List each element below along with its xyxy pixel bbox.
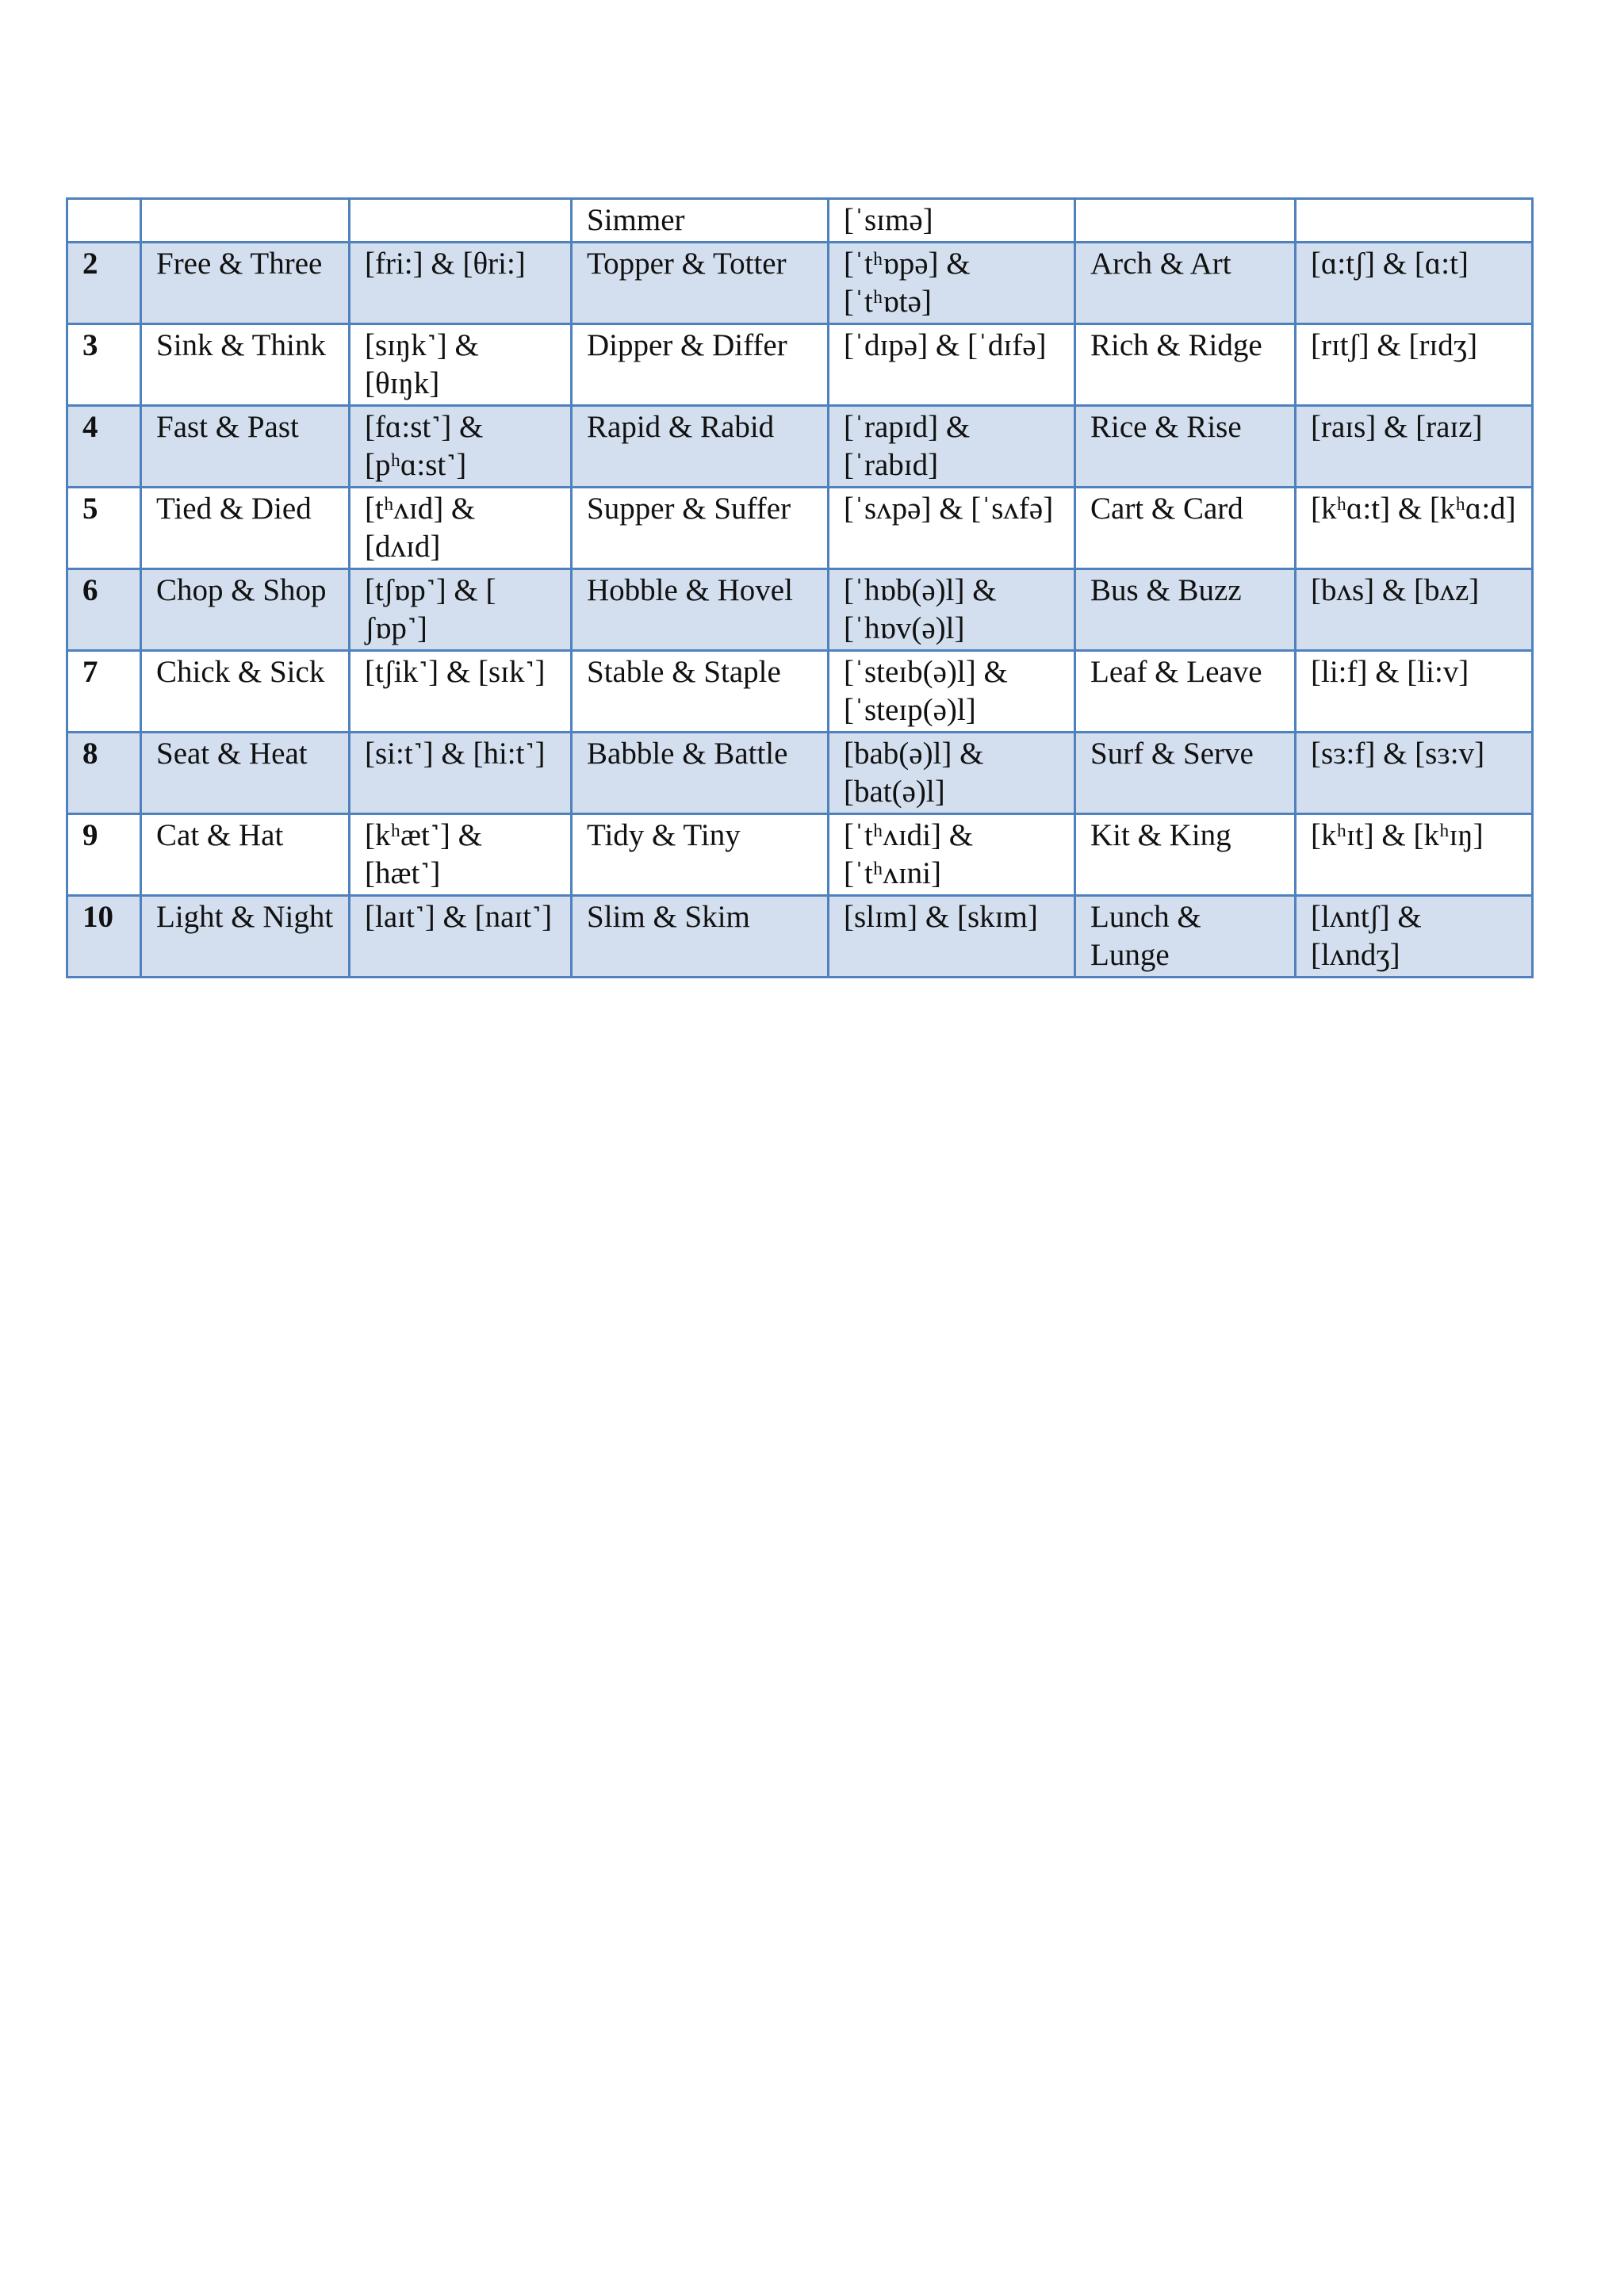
- word-pair-3-cell: Bus & Buzz: [1075, 569, 1296, 651]
- transcription-3-cell: [bʌs] & [bʌz]: [1296, 569, 1533, 651]
- table-row: [67, 406, 1533, 488]
- table-row: [67, 569, 1533, 651]
- transcription-1-cell: [kʰæt˺] & [hæt˺]: [350, 814, 572, 896]
- word-pair-1-cell: Chick & Sick: [141, 651, 350, 733]
- transcription-3-cell: [ɑ:tʃ] & [ɑ:t]: [1296, 243, 1533, 324]
- table-row: [67, 199, 1533, 243]
- word-pair-1-cell: Chop & Shop: [141, 569, 350, 651]
- row-number-cell: 10: [67, 896, 141, 978]
- transcription-1-cell: [sɪŋk˺] & [θɪŋk]: [350, 324, 572, 406]
- transcription-3-cell: [li:f] & [li:v]: [1296, 651, 1533, 733]
- word-pair-3-cell: Surf & Serve: [1075, 733, 1296, 814]
- word-pair-3-cell: Rice & Rise: [1075, 406, 1296, 488]
- word-pair-2-cell: Simmer: [572, 199, 829, 243]
- word-pair-3-cell: Lunch & Lunge: [1075, 896, 1296, 978]
- transcription-3-cell: [rɪtʃ] & [rɪdʒ]: [1296, 324, 1533, 406]
- word-pair-3-cell: Kit & King: [1075, 814, 1296, 896]
- table-row: [67, 733, 1533, 814]
- transcription-1-cell: [si:t˺] & [hi:t˺]: [350, 733, 572, 814]
- table-row: [67, 243, 1533, 324]
- word-pair-3-cell: [1075, 199, 1296, 243]
- transcription-2-cell: [slɪm] & [skɪm]: [829, 896, 1075, 978]
- word-pair-3-cell: Arch & Art: [1075, 243, 1296, 324]
- transcription-3-cell: [1296, 199, 1533, 243]
- transcription-2-cell: [ˈtʰʌɪdi] &[ˈtʰʌɪni]: [829, 814, 1075, 896]
- transcription-1-cell: [tʰʌɪd] & [dʌɪd]: [350, 488, 572, 569]
- row-number-cell: 4: [67, 406, 141, 488]
- transcription-1-cell: [350, 199, 572, 243]
- row-number-cell: 2: [67, 243, 141, 324]
- transcription-3-cell: [kʰɪt] & [kʰɪŋ]: [1296, 814, 1533, 896]
- transcription-2-cell: [ˈsteɪb(ə)l] & [ˈsteɪp(ə)l]: [829, 651, 1075, 733]
- word-pair-1-cell: Free & Three: [141, 243, 350, 324]
- word-pair-1-cell: Light & Night: [141, 896, 350, 978]
- transcription-2-cell: [bab(ə)l] & [bat(ə)l]: [829, 733, 1075, 814]
- transcription-1-cell: [tʃɒp˺] & [ ʃɒp˺]: [350, 569, 572, 651]
- word-pair-1-cell: Fast & Past: [141, 406, 350, 488]
- table-row: [67, 814, 1533, 896]
- word-pair-2-cell: Tidy & Tiny: [572, 814, 829, 896]
- word-pair-2-cell: Dipper & Differ: [572, 324, 829, 406]
- word-pair-3-cell: Rich & Ridge: [1075, 324, 1296, 406]
- row-number-cell: 6: [67, 569, 141, 651]
- transcription-3-cell: [lʌntʃ] & [lʌndʒ]: [1296, 896, 1533, 978]
- table-row: [67, 651, 1533, 733]
- row-number-cell: 9: [67, 814, 141, 896]
- word-pair-3-cell: Leaf & Leave: [1075, 651, 1296, 733]
- transcription-1-cell: [fɑ:st˺] & [pʰɑ:st˺]: [350, 406, 572, 488]
- transcription-2-cell: [ˈtʰɒpə] & [ˈtʰɒtə]: [829, 243, 1075, 324]
- transcription-3-cell: [raɪs] & [raɪz]: [1296, 406, 1533, 488]
- word-pair-2-cell: Stable & Staple: [572, 651, 829, 733]
- word-pair-1-cell: Sink & Think: [141, 324, 350, 406]
- transcription-3-cell: [sɜ:f] & [sɜ:v]: [1296, 733, 1533, 814]
- transcription-3-cell: [kʰɑ:t] & [kʰɑ:d]: [1296, 488, 1533, 569]
- row-number-cell: 3: [67, 324, 141, 406]
- word-pair-2-cell: Babble & Battle: [572, 733, 829, 814]
- word-pair-3-cell: Cart & Card: [1075, 488, 1296, 569]
- row-number-cell: [67, 199, 141, 243]
- transcription-2-cell: [ˈsʌpə] & [ˈsʌfə]: [829, 488, 1075, 569]
- word-pair-1-cell: Tied & Died: [141, 488, 350, 569]
- word-pair-2-cell: Supper & Suffer: [572, 488, 829, 569]
- word-pair-2-cell: Slim & Skim: [572, 896, 829, 978]
- table-row: [67, 324, 1533, 406]
- word-pair-1-cell: [141, 199, 350, 243]
- table-row: [67, 896, 1533, 978]
- word-pair-2-cell: Rapid & Rabid: [572, 406, 829, 488]
- transcription-2-cell: [ˈhɒb(ə)l] & [ˈhɒv(ə)l]: [829, 569, 1075, 651]
- transcription-1-cell: [tʃik˺] & [sɪk˺]: [350, 651, 572, 733]
- word-pair-2-cell: Topper & Totter: [572, 243, 829, 324]
- word-pair-1-cell: Seat & Heat: [141, 733, 350, 814]
- minimal-pairs-table: [66, 197, 1534, 978]
- transcription-2-cell: [ˈdɪpə] & [ˈdɪfə]: [829, 324, 1075, 406]
- row-number-cell: 5: [67, 488, 141, 569]
- table-row: [67, 488, 1533, 569]
- transcription-1-cell: [fri:] & [θri:]: [350, 243, 572, 324]
- transcription-2-cell: [ˈsɪmə]: [829, 199, 1075, 243]
- word-pair-1-cell: Cat & Hat: [141, 814, 350, 896]
- word-pair-2-cell: Hobble & Hovel: [572, 569, 829, 651]
- transcription-2-cell: [ˈrapɪd] & [ˈrabɪd]: [829, 406, 1075, 488]
- table-body: [67, 199, 1533, 978]
- row-number-cell: 8: [67, 733, 141, 814]
- transcription-1-cell: [laɪt˺] & [naɪt˺]: [350, 896, 572, 978]
- row-number-cell: 7: [67, 651, 141, 733]
